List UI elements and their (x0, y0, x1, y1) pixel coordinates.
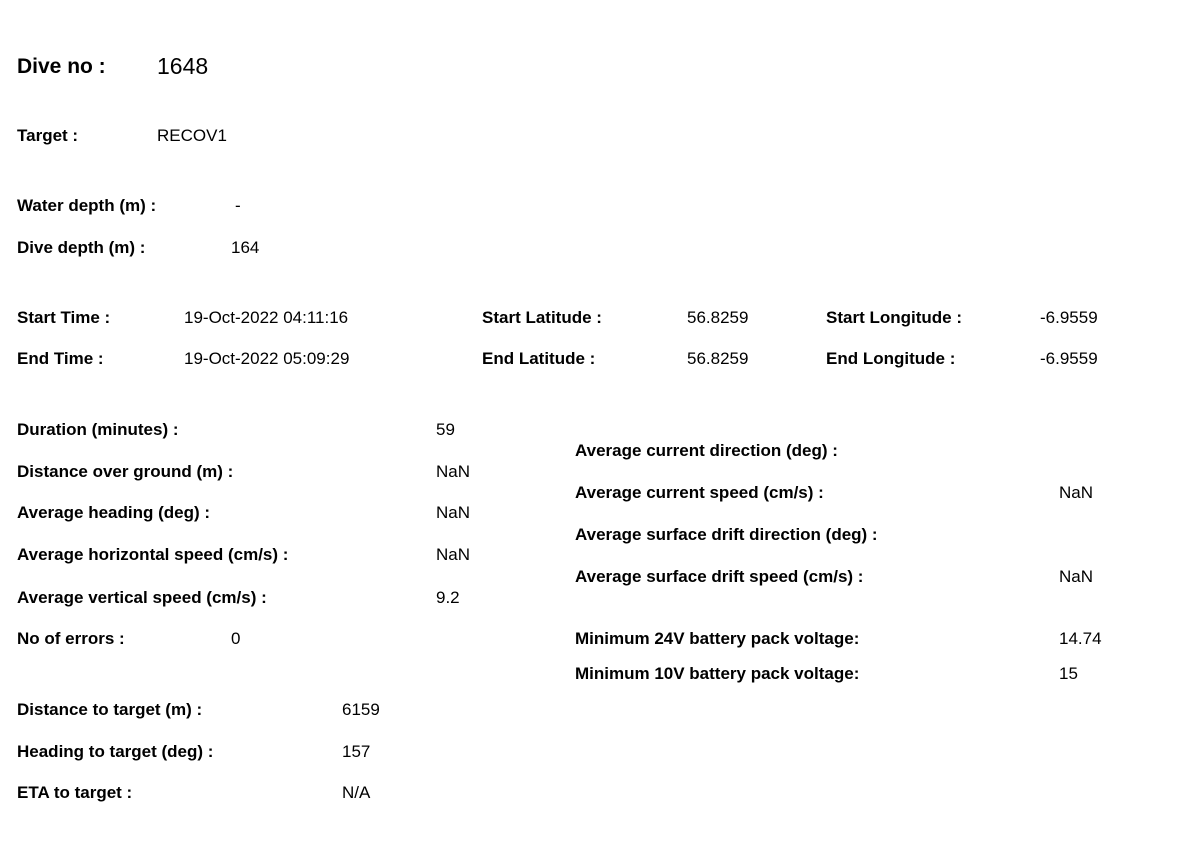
target-value: RECOV1 (157, 126, 227, 145)
start-longitude-label: Start Longitude : (826, 308, 962, 327)
start-latitude-label: Start Latitude : (482, 308, 602, 327)
errors-value: 0 (231, 629, 241, 648)
end-longitude-value: -6.9559 (1040, 349, 1098, 368)
current-direction-label: Average current direction (deg) : (575, 441, 838, 460)
surface-drift-speed-value: NaN (1059, 567, 1094, 586)
eta-to-target-label: ETA to target : (17, 783, 133, 802)
current-speed-label: Average current speed (cm/s) : (575, 483, 824, 502)
min-10v-battery-value: 15 (1059, 664, 1078, 683)
average-horizontal-speed-value: NaN (436, 545, 471, 564)
water-depth-label: Water depth (m) : (17, 196, 157, 215)
dive-depth-value: 164 (231, 238, 260, 257)
target-label: Target : (17, 126, 79, 145)
errors-label: No of errors : (17, 629, 125, 648)
average-vertical-speed-value: 9.2 (436, 588, 460, 607)
distance-to-target-label: Distance to target (m) : (17, 700, 203, 719)
average-heading-label: Average heading (deg) : (17, 503, 211, 522)
dive-no-label: Dive no : (17, 55, 106, 78)
heading-to-target-label: Heading to target (deg) : (17, 742, 214, 761)
average-horizontal-speed-label: Average horizontal speed (cm/s) : (17, 545, 289, 564)
surface-drift-direction-label: Average surface drift direction (deg) : (575, 525, 878, 544)
dive-depth-label: Dive depth (m) : (17, 238, 146, 257)
end-time-value: 19-Oct-2022 05:09:29 (184, 349, 350, 368)
distance-over-ground-value: NaN (436, 462, 471, 481)
end-longitude-label: End Longitude : (826, 349, 956, 368)
dive-no-value: 1648 (157, 53, 209, 79)
average-vertical-speed-label: Average vertical speed (cm/s) : (17, 588, 267, 607)
end-time-label: End Time : (17, 349, 104, 368)
start-longitude-value: -6.9559 (1040, 308, 1098, 327)
duration-value: 59 (436, 420, 455, 439)
start-time-label: Start Time : (17, 308, 111, 327)
duration-label: Duration (minutes) : (17, 420, 179, 439)
eta-to-target-value: N/A (342, 783, 371, 802)
distance-to-target-value: 6159 (342, 700, 380, 719)
surface-drift-speed-label: Average surface drift speed (cm/s) : (575, 567, 864, 586)
min-10v-battery-label: Minimum 10V battery pack voltage: (575, 664, 860, 683)
start-latitude-value: 56.8259 (687, 308, 749, 327)
start-time-value: 19-Oct-2022 04:11:16 (184, 308, 349, 327)
average-heading-value: NaN (436, 503, 471, 522)
current-speed-value: NaN (1059, 483, 1094, 502)
end-latitude-label: End Latitude : (482, 349, 596, 368)
heading-to-target-value: 157 (342, 742, 371, 761)
water-depth-value: - (235, 196, 241, 215)
distance-over-ground-label: Distance over ground (m) : (17, 462, 234, 481)
end-latitude-value: 56.8259 (687, 349, 749, 368)
min-24v-battery-value: 14.74 (1059, 629, 1102, 648)
min-24v-battery-label: Minimum 24V battery pack voltage: (575, 629, 860, 648)
